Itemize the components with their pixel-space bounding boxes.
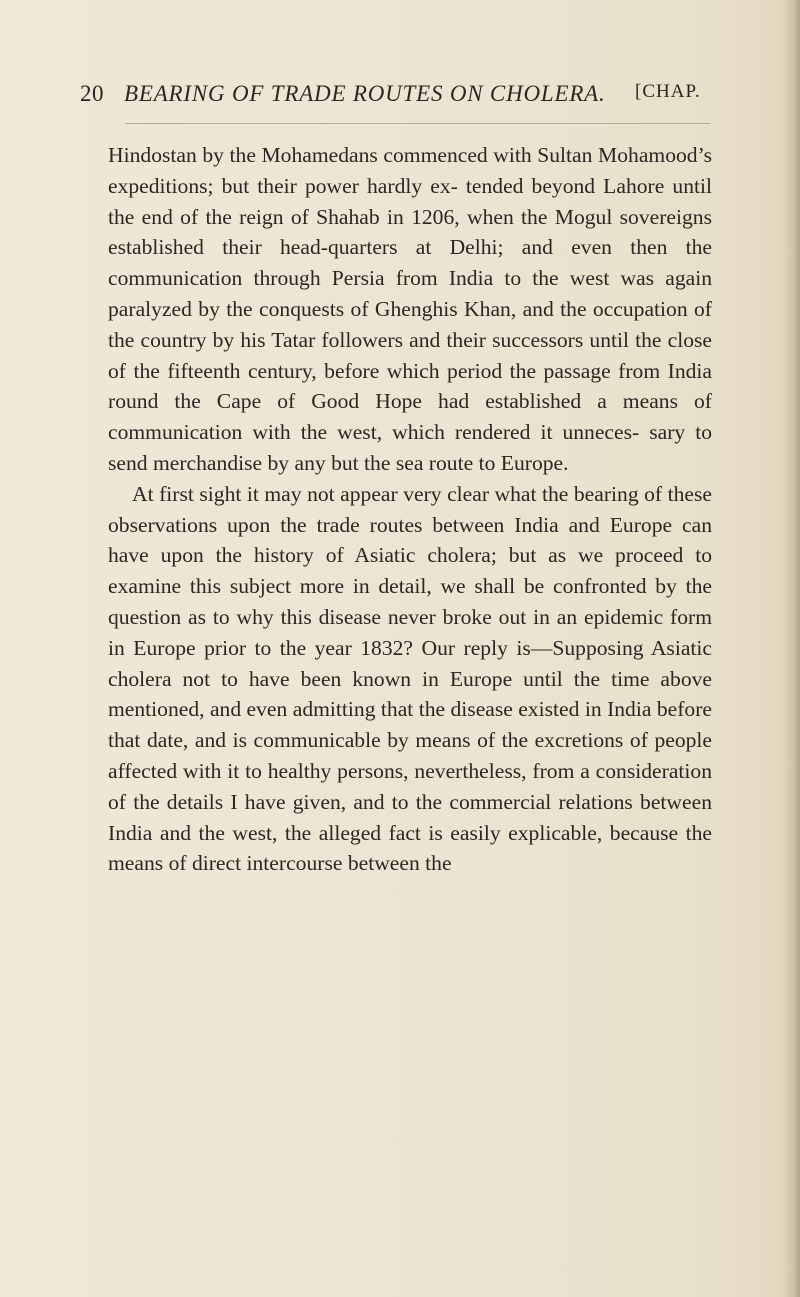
header-rule bbox=[125, 123, 710, 124]
running-head bbox=[80, 76, 720, 116]
chapter-mark: [CHAP. bbox=[635, 81, 701, 102]
paragraph: At first sight it may not appear very clear what the bearing of these observations upon the trade routes between India and Europe can have upon the history of Asiatic cholera; but as we proceed to examine this subject more in detail, we shall be confronted by the question as to why this disease never broke out in an epidemic form in Europe prior to the year 1832? Our reply is—Supposing Asiatic cholera not to have been known in Europe until the time above mentioned, and even admitting that the disease existed in India before that date, and is communicable by means of the excretions of people affected with it to healthy persons, nevertheless, from a consideration of the details I have given, and to the commercial relations between India and the west, the alleged fact is easily explicable, because the means of direct intercourse between the bbox=[108, 481, 712, 876]
paragraph-continued: Hindostan by the Mohamedans commenced with Sultan Mohamood’s expeditions; but their power hardly ex- tended beyond Lahore until the end of the reign of Shahab in 1206, when the Mogul sovereigns established their head-quarters at Delhi; and even then the communication through Persia from India to the west was again paralyzed by the conquests of Ghenghis Khan, and the occupation of the country by his Tatar followers and their successors until the close of the fifteenth century, before which period the passage from India round the Cape of Good Hope had established a means of communication with the west, which rendered it unneces- sary to send merchandise by any but the sea route to Europe. bbox=[108, 143, 712, 475]
page-number: 20 bbox=[80, 81, 104, 106]
running-title: BEARING OF TRADE ROUTES ON CHOLERA. bbox=[124, 81, 606, 106]
body-text bbox=[108, 140, 712, 879]
page-edge-shadow bbox=[782, 0, 800, 1297]
